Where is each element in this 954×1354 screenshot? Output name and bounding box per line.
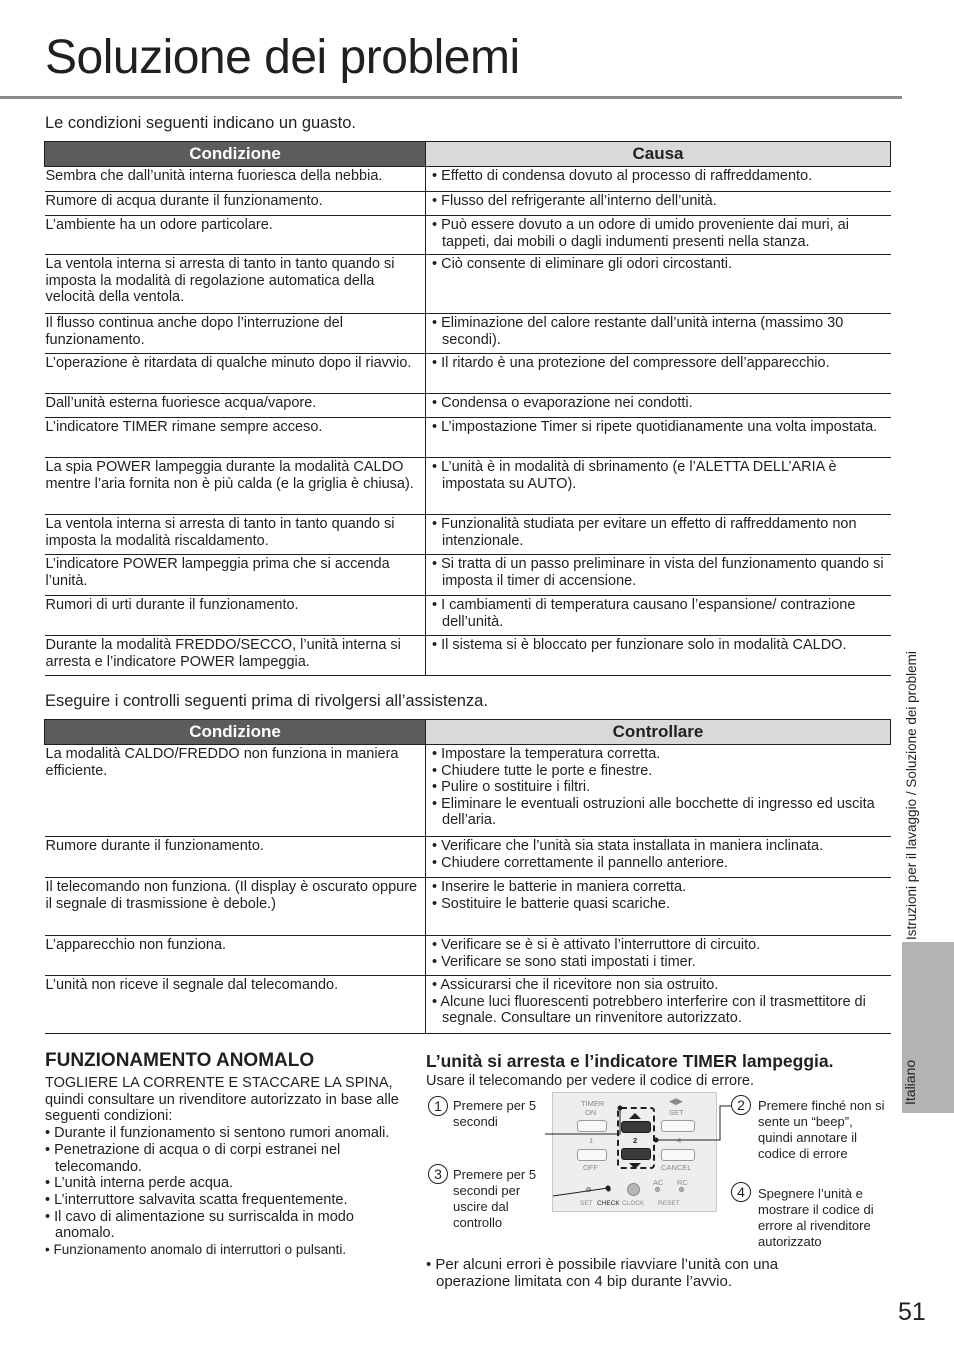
abnormal-title: FUNZIONAMENTO ANOMALO — [45, 1050, 315, 1071]
fault-bullet: • Il sistema si è bloccato per funzionare solo in modalità CALDO. — [432, 637, 887, 654]
fault-row — [45, 418, 891, 458]
abnormal-intro: TOGLIERE LA CORRENTE E STACCARE LA SPINA, quindi consultare un rivenditore autorizzato in base alle seguenti condizioni: — [45, 1075, 399, 1125]
abnormal-item: • Durante il funzionamento si sentono rumori anomali. — [45, 1125, 405, 1142]
remote-arrows-label: ◀▶ — [669, 1096, 683, 1106]
check-bullet: • Impostare la temperatura corretta. — [432, 746, 887, 763]
fault-condition-cell: La ventola interna si arresta di tanto in tanto quando si imposta la modalità di regolazione automatica della velocità della ventola. — [45, 255, 426, 314]
timer-blink-title: L’unità si arresta e l’indicatore TIMER lampeggia. — [426, 1051, 834, 1071]
remote-clock-label: CLOCK — [622, 1200, 645, 1207]
check-bullet: • Sostituire le batterie quasi scariche. — [432, 896, 887, 913]
fault-row — [45, 458, 891, 515]
step-3-number: 3 — [428, 1164, 448, 1184]
fault-causes-cell — [426, 354, 891, 394]
fault-condition-cell: La spia POWER lampeggia durante la modalità CALDO mentre l’aria fornita non è più calda (e la griglia è chiusa). — [45, 458, 426, 515]
remote-off-label: OFF — [583, 1163, 598, 1172]
check-header-check: Controllare — [426, 720, 891, 745]
fault-row — [45, 354, 891, 394]
fault-condition-cell: Il flusso continua anche dopo l’interruzione del funzionamento. — [45, 314, 426, 354]
remote-set-bottom-label: SET — [580, 1200, 593, 1207]
check-condition-cell: Rumore durante il funzionamento. — [45, 837, 426, 878]
fault-causes-cell — [426, 458, 891, 515]
page-title: Soluzione dei problemi — [45, 31, 520, 84]
check-table-intro: Eseguire i controlli seguenti prima di rivolgersi all’assistenza. — [45, 692, 488, 710]
fault-causes-cell — [426, 555, 891, 596]
check-condition-cell: L’unità non riceve il segnale dal telecomando. — [45, 976, 426, 1034]
title-divider — [0, 96, 902, 99]
check-table — [44, 719, 891, 1034]
fault-bullet: • I cambiamenti di temperatura causano l’espansione/ contrazione dell’unità. — [432, 597, 887, 630]
check-bullet: • Chiudere tutte le porte e finestre. — [432, 763, 887, 780]
abnormal-item: • Il cavo di alimentazione su surriscalda in modo anomalo. — [45, 1209, 405, 1242]
check-pin-button — [606, 1187, 611, 1192]
language-tab — [902, 942, 954, 1113]
fault-table-intro: Le condizioni seguenti indicano un guasto. — [45, 114, 356, 132]
check-bullet: • Verificare se è si è attivato l’interruttore di circuito. — [432, 937, 887, 954]
timer-blink-subtitle: Usare il telecomando per vedere il codice di errore. — [426, 1073, 755, 1089]
rc-pin-button — [679, 1187, 684, 1192]
remote-2-label: 2 — [633, 1136, 638, 1145]
fault-bullet: • Eliminazione del calore restante dall’unità interna (massimo 30 secondi). — [432, 315, 887, 348]
fault-row — [45, 555, 891, 596]
check-header-condition: Condizione — [45, 720, 426, 745]
fault-row — [45, 515, 891, 555]
timer-cancel-button — [661, 1149, 695, 1161]
fault-condition-cell: Sembra che dall’unità interna fuoriesca della nebbia. — [45, 167, 426, 192]
abnormal-item: • L’interruttore salvavita scatta frequentemente. — [45, 1192, 405, 1209]
remote-timer-label: TIMER — [581, 1099, 605, 1108]
fault-bullet: • Flusso del refrigerante all’interno dell’unità. — [432, 193, 887, 210]
check-condition-cell: Il telecomando non funziona. (Il display è oscurato oppure il segnale di trasmissione è debole.) — [45, 878, 426, 936]
abnormal-item: • Penetrazione di acqua o di corpi estranei nel telecomando. — [45, 1142, 405, 1175]
set-pin-button — [586, 1187, 591, 1192]
check-condition-cell: L’apparecchio non funziona. — [45, 936, 426, 976]
check-row — [45, 837, 891, 878]
language-label: Italiano — [902, 1059, 918, 1105]
restart-note: • Per alcuni errori è possibile riavviare l’unità con una operazione limitata con 4 bip durante l’avvio. — [426, 1256, 779, 1290]
sidebar-section-label: Istruzioni per il lavaggio / Soluzione dei problemi — [904, 651, 919, 940]
remote-ac-label: AC — [653, 1178, 664, 1187]
step-2-text: Premere finché non si sente un “beep”, quindi annotare il codice di errore — [758, 1098, 885, 1161]
step-2-number: 2 — [731, 1095, 751, 1115]
check-checks-cell — [426, 976, 891, 1034]
clock-button — [627, 1183, 640, 1196]
fault-causes-cell — [426, 255, 891, 314]
abnormal-body — [45, 1075, 405, 1259]
abnormal-item: • Funzionamento anomalo di interruttori o pulsanti. — [45, 1242, 405, 1259]
remote-check-label: CHECK — [597, 1200, 620, 1207]
fault-bullet: • Condensa o evaporazione nei condotti. — [432, 395, 887, 412]
fault-bullet: • Il ritardo è una protezione del compressore dell’apparecchio. — [432, 355, 887, 372]
highlight-box — [617, 1107, 655, 1169]
check-row — [45, 976, 891, 1034]
fault-causes-cell — [426, 515, 891, 555]
ac-pin-button — [655, 1187, 660, 1192]
fault-causes-cell — [426, 596, 891, 636]
fault-row — [45, 216, 891, 255]
fault-header-condition: Condizione — [45, 142, 426, 167]
timer-set-button — [661, 1120, 695, 1132]
fault-causes-cell — [426, 314, 891, 354]
check-checks-cell — [426, 878, 891, 936]
remote-rc-label: RC — [677, 1178, 688, 1187]
check-bullet: • Inserire le batterie in maniera corretta. — [432, 879, 887, 896]
restart-note-text: Per alcuni errori è possibile riavviare l’unità con una operazione limitata con 4 bip durante l’avvio. — [435, 1256, 779, 1290]
page-number: 51 — [898, 1298, 926, 1326]
check-checks-cell — [426, 936, 891, 976]
fault-bullet: • L’impostazione Timer si ripete quotidianamente una volta impostata. — [432, 419, 887, 436]
check-bullet: • Verificare se sono stati impostati i timer. — [432, 954, 887, 971]
fault-condition-cell: Rumore di acqua durante il funzionamento. — [45, 192, 426, 216]
check-condition-cell: La modalità CALDO/FREDDO non funziona in maniera efficiente. — [45, 745, 426, 837]
step-3-text: Premere per 5 secondi per uscire dal controllo — [453, 1167, 537, 1230]
fault-row — [45, 394, 891, 418]
fault-bullet: • Funzionalità studiata per evitare un effetto di raffreddamento non intenzionale. — [432, 516, 887, 549]
fault-bullet: • L’unità è in modalità di sbrinamento (e l’ALETTA DELL’ARIA è impostata su AUTO). — [432, 459, 887, 492]
check-bullet: • Assicurarsi che il ricevitore non sia ostruito. — [432, 977, 887, 994]
check-bullet: • Eliminare le eventuali ostruzioni alle bocchette di ingresso ed uscita dell’aria. — [432, 796, 887, 829]
check-checks-cell — [426, 745, 891, 837]
fault-row — [45, 314, 891, 354]
step-4-number: 4 — [731, 1182, 751, 1202]
fault-row — [45, 167, 891, 192]
fault-bullet: • Ciò consente di eliminare gli odori circostanti. — [432, 256, 887, 273]
fault-condition-cell: Rumori di urti durante il funzionamento. — [45, 596, 426, 636]
fault-causes-cell — [426, 192, 891, 216]
fault-bullet: • Può essere dovuto a un odore di umido proveniente dai muri, ai tappeti, dai mobili o dagli indumenti presenti nella stanza. — [432, 217, 887, 250]
remote-reset-label: RESET — [658, 1200, 680, 1207]
fault-row — [45, 636, 891, 676]
step-1-number: 1 — [428, 1096, 448, 1116]
fault-row — [45, 596, 891, 636]
fault-causes-cell — [426, 216, 891, 255]
fault-condition-cell: L’operazione è ritardata di qualche minuto dopo il riavvio. — [45, 354, 426, 394]
check-bullet: • Pulire o sostituire i filtri. — [432, 779, 887, 796]
check-bullet: • Verificare che l’unità sia stata installata in maniera inclinata. — [432, 838, 887, 855]
check-row — [45, 745, 891, 837]
fault-header-cause: Causa — [426, 142, 891, 167]
fault-condition-cell: Durante la modalità FREDDO/SECCO, l’unità interna si arresta e l’indicatore POWER lampeggia. — [45, 636, 426, 676]
check-row — [45, 878, 891, 936]
fault-causes-cell — [426, 636, 891, 676]
check-checks-cell — [426, 837, 891, 878]
fault-row — [45, 192, 891, 216]
fault-table — [44, 141, 891, 676]
fault-bullet: • Si tratta di un passo preliminare in vista del funzionamento quando si imposta il timer di accensione. — [432, 556, 887, 589]
abnormal-item: • L’unità interna perde acqua. — [45, 1175, 405, 1192]
fault-condition-cell: L’indicatore TIMER rimane sempre acceso. — [45, 418, 426, 458]
fault-bullet: • Effetto di condensa dovuto al processo di raffreddamento. — [432, 168, 887, 185]
check-row — [45, 936, 891, 976]
timer-on-button — [577, 1120, 607, 1132]
fault-condition-cell: L’indicatore POWER lampeggia prima che si accenda l’unità. — [45, 555, 426, 596]
fault-causes-cell — [426, 418, 891, 458]
check-bullet: • Chiudere correttamente il pannello anteriore. — [432, 855, 887, 872]
remote-4-label: 4 — [677, 1136, 682, 1145]
fault-condition-cell: Dall’unità esterna fuoriesce acqua/vapore. — [45, 394, 426, 418]
timer-off-button — [577, 1149, 607, 1161]
fault-condition-cell: La ventola interna si arresta di tanto in tanto quando si imposta la modalità riscaldamento. — [45, 515, 426, 555]
fault-row — [45, 255, 891, 314]
check-bullet: • Alcune luci fluorescenti potrebbero interferire con il trasmettitore di segnale. Consultare un rinvenitore autorizzato. — [432, 994, 887, 1027]
fault-causes-cell — [426, 394, 891, 418]
step-1-text: Premere per 5 secondi — [453, 1098, 537, 1129]
step-4-text: Spegnere l’unità e mostrare il codice di errore al rivenditore autorizzato — [758, 1186, 874, 1249]
fault-condition-cell: L’ambiente ha un odore particolare. — [45, 216, 426, 255]
fault-causes-cell — [426, 167, 891, 192]
remote-on-label: ON — [585, 1108, 597, 1117]
remote-control-illustration — [552, 1092, 717, 1212]
remote-set-label: SET — [669, 1108, 684, 1117]
remote-cancel-label: CANCEL — [661, 1163, 692, 1172]
remote-1-label: 1 — [589, 1136, 594, 1145]
